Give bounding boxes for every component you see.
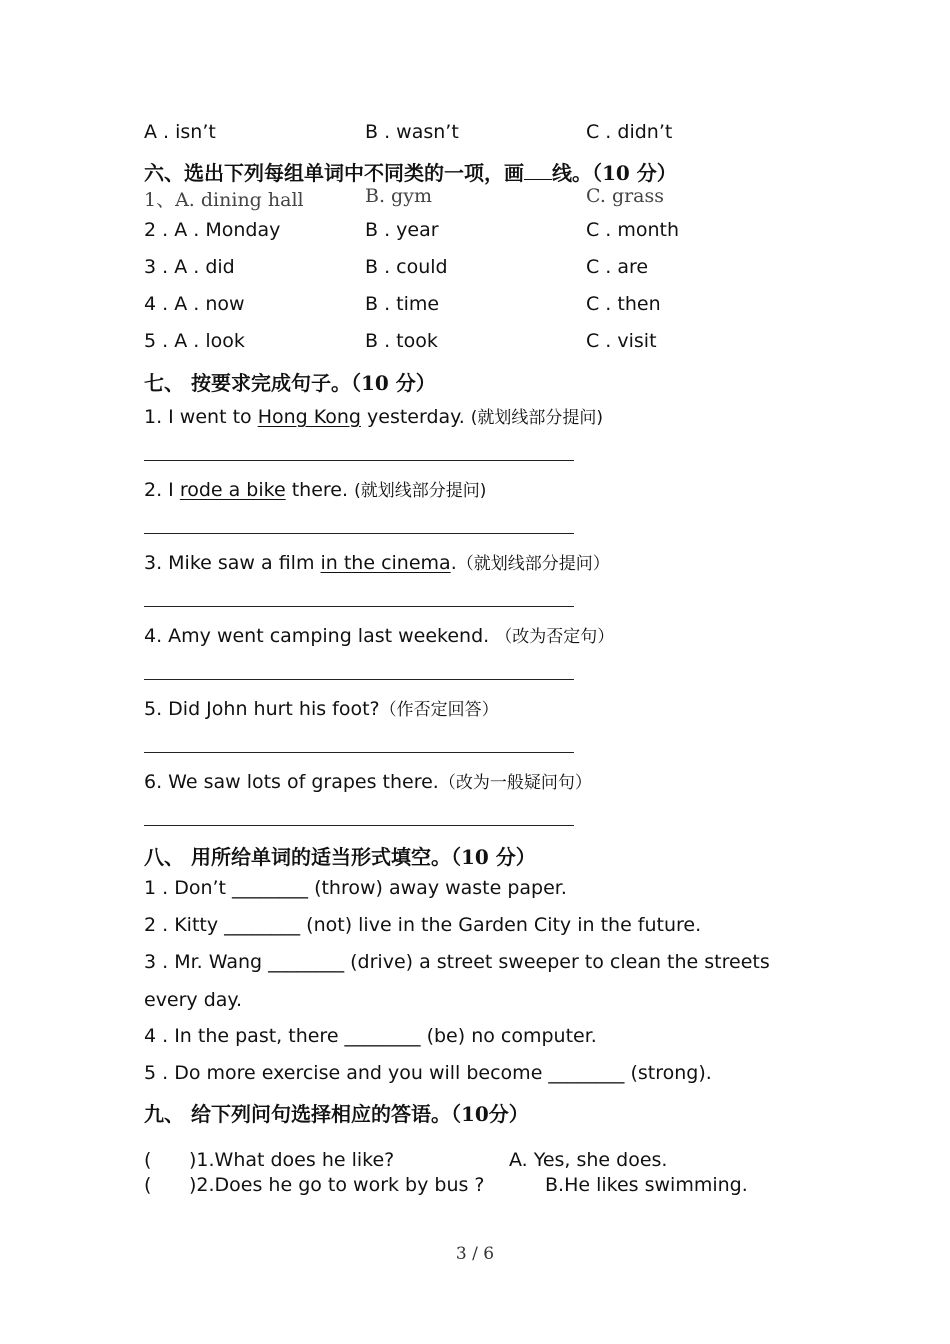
s6-row5-a: 5 . A . look [144, 330, 245, 352]
option-b: B . wasn’t [365, 121, 459, 143]
s9-row2-answer: B.He likes swimming. [545, 1174, 748, 1196]
answer-line [144, 752, 574, 753]
s7-item1-underlined: Hong Kong [257, 406, 361, 428]
section6-heading-pre: 六、选出下列每组单词中不同类的一项，画 [144, 161, 524, 185]
s8-item3: 3 . Mr. Wang ________ (drive) a street sweeper to clean the streets [144, 951, 770, 973]
s6-row2-c: C . month [586, 219, 680, 241]
s8-item1: 1 . Don’t ________ (throw) away waste paper. [144, 877, 567, 899]
answer-line [144, 825, 574, 826]
section6-heading-post: 线。（10 分） [552, 161, 677, 185]
option-c: C . didn’t [586, 121, 673, 143]
s8-item2: 2 . Kitty ________ (not) live in the Garden City in the future. [144, 914, 702, 936]
answer-line [144, 460, 574, 461]
section7-heading: 七、 按要求完成句子。（10 分） [144, 371, 436, 395]
s8-item3-cont: every day. [144, 989, 242, 1011]
s6-row1-b: B. gym [365, 185, 432, 207]
s9-row1-answer: A. Yes, she does. [509, 1149, 668, 1171]
s6-row5-c: C . visit [586, 330, 657, 352]
s6-row3-b: B . could [365, 256, 448, 278]
s6-row1-a: 1、A. dining hall [144, 189, 304, 211]
page-number: 3 / 6 [455, 1244, 495, 1264]
s6-row4-b: B . time [365, 293, 440, 315]
s8-item4: 4 . In the past, there ________ (be) no computer. [144, 1025, 597, 1047]
option-a: A . isn’t [144, 121, 216, 143]
underline-blank [524, 161, 552, 180]
s6-row2-a: 2 . A . Monday [144, 219, 281, 241]
answer-line [144, 606, 574, 607]
s6-row5-b: B . took [365, 330, 438, 352]
s9-row1-paren: ( [144, 1149, 152, 1171]
s7-item5: 5. Did John hurt his foot?（作否定回答） [144, 698, 499, 720]
s6-row4-a: 4 . A . now [144, 293, 245, 315]
s6-row3-c: C . are [586, 256, 649, 278]
s9-row2-paren: ( [144, 1174, 152, 1196]
s8-item5: 5 . Do more exercise and you will become ________ (strong). [144, 1062, 712, 1084]
answer-line [144, 679, 574, 680]
s7-item3-underlined: in the cinema [320, 552, 451, 574]
s7-item6: 6. We saw lots of grapes there.（改为一般疑问句） [144, 771, 592, 793]
s6-row3-a: 3 . A . did [144, 256, 235, 278]
s7-item3: 3. Mike saw a film in the cinema.（就划线部分提问） [144, 552, 610, 574]
s7-item2: 2. I rode a bike there. (就划线部分提问) [144, 479, 487, 501]
s9-row2-question: )2.Does he go to work by bus ? [189, 1174, 485, 1196]
section6-heading [144, 157, 677, 186]
answer-line [144, 533, 574, 534]
s9-row1-question: )1.What does he like? [189, 1149, 395, 1171]
s6-row1-c: C. grass [586, 185, 665, 207]
s7-item4: 4. Amy went camping last weekend. （改为否定句） [144, 625, 615, 647]
section9-heading: 九、 给下列问句选择相应的答语。（10分） [144, 1102, 529, 1126]
section8-heading: 八、 用所给单词的适当形式填空。（10 分） [144, 845, 536, 869]
s7-item2-underlined: rode a bike [179, 479, 286, 501]
s7-item1: 1. I went to Hong Kong yesterday. (就划线部分提问) [144, 406, 604, 428]
s6-row4-c: C . then [586, 293, 661, 315]
s6-row2-b: B . year [365, 219, 439, 241]
